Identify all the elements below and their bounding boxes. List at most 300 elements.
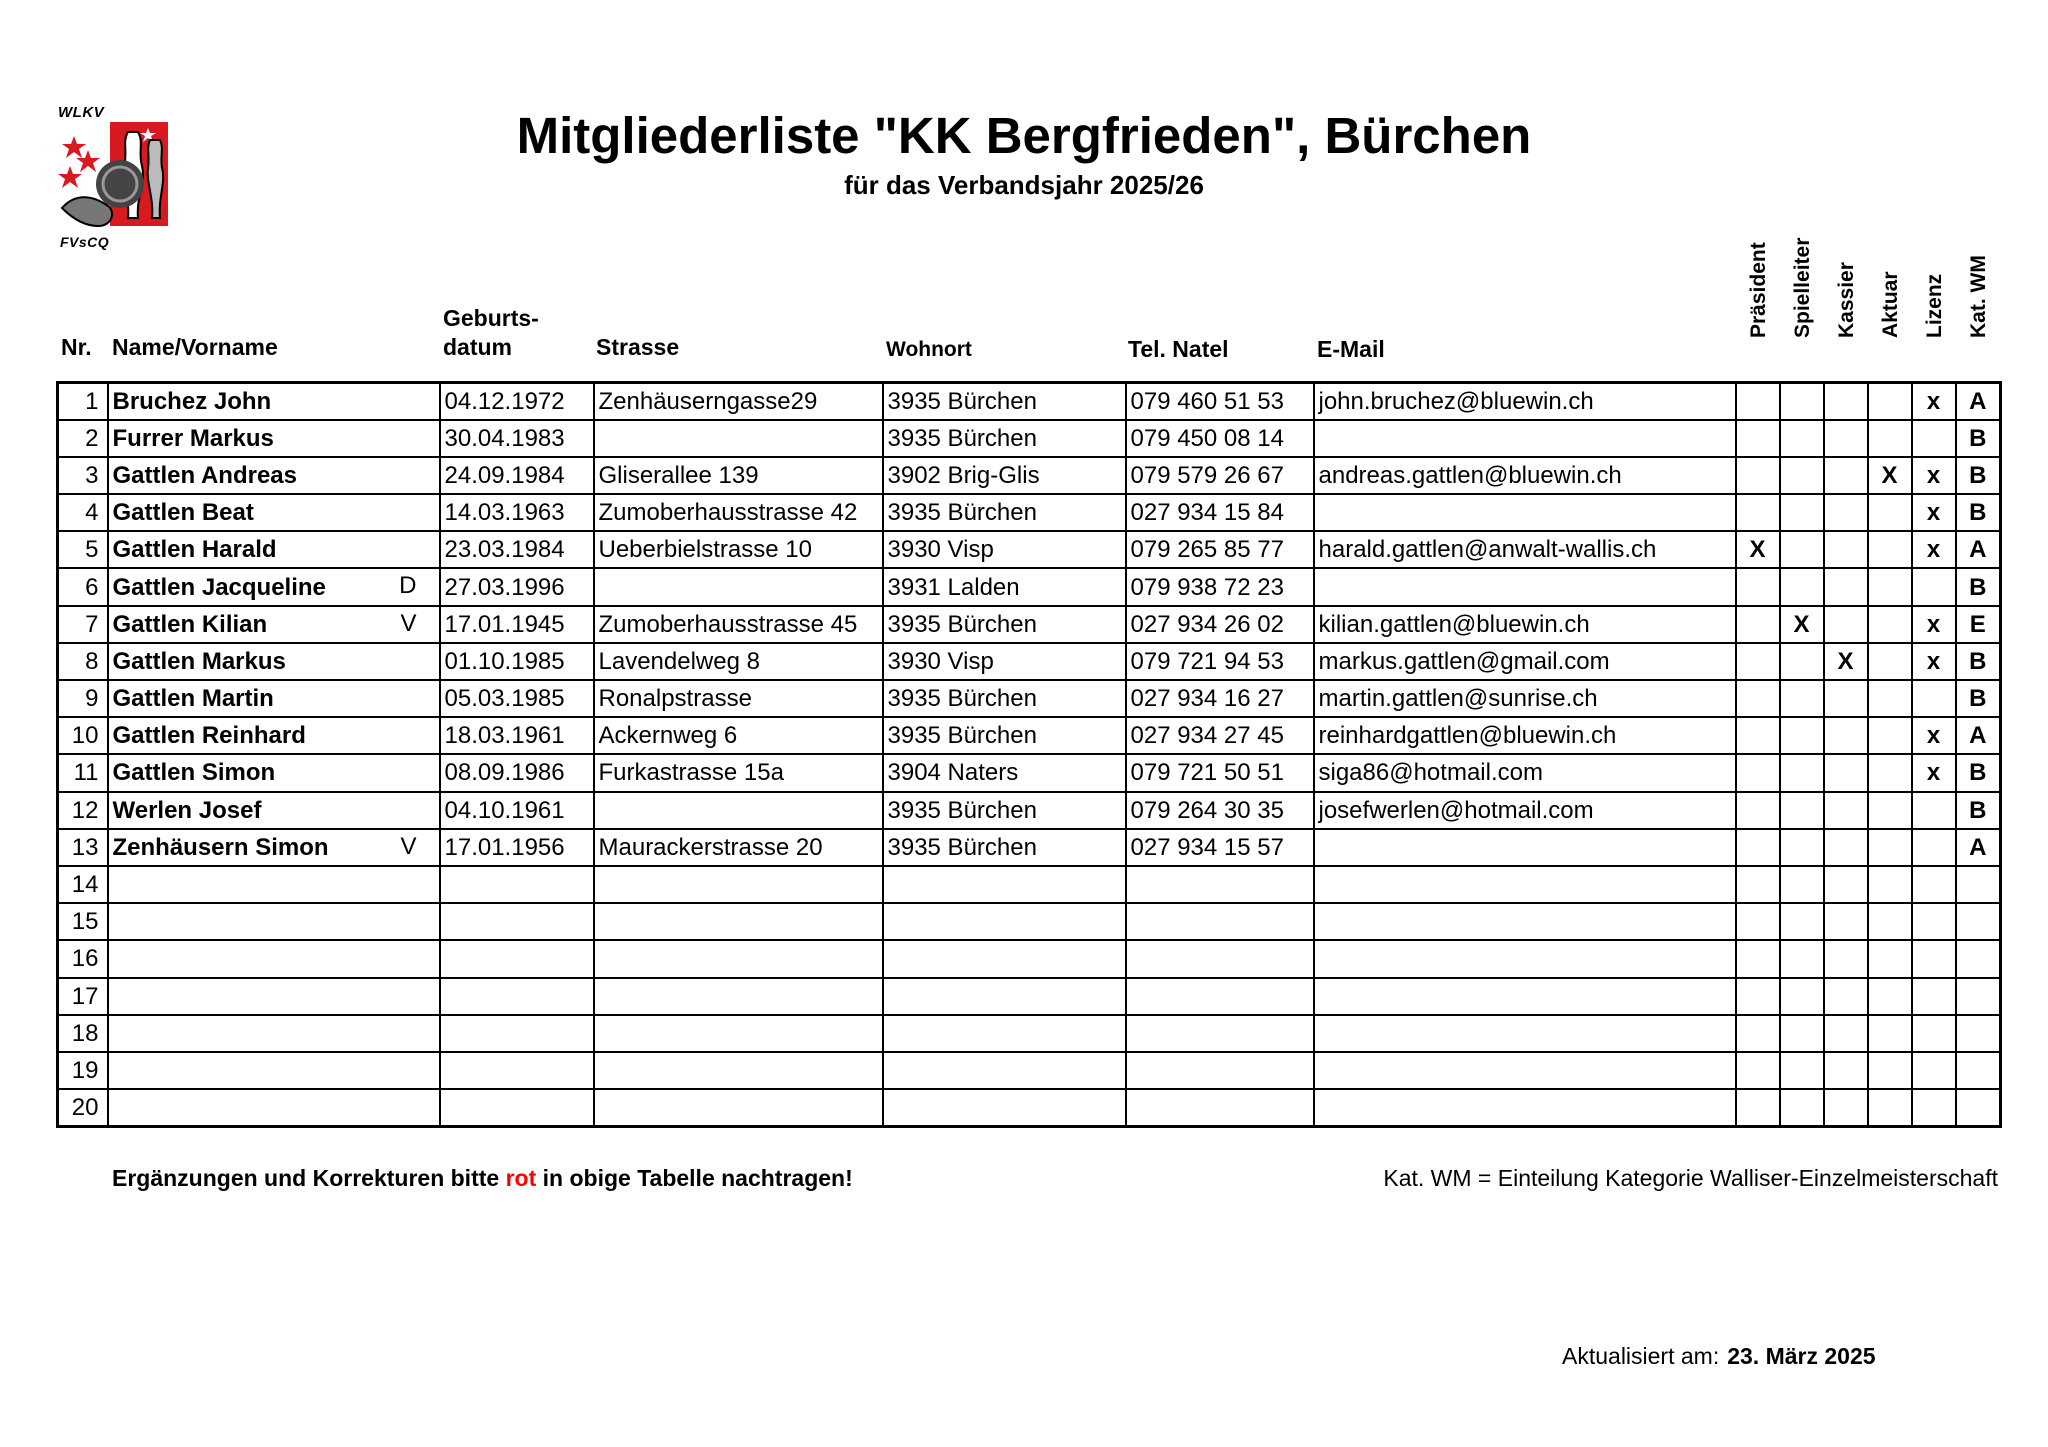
cell-nr: 3 xyxy=(58,457,108,494)
cell-name xyxy=(108,866,440,903)
cell-spielleiter xyxy=(1780,680,1824,717)
cell-lizenz xyxy=(1912,903,1956,940)
cell-kat: B xyxy=(1956,754,2001,791)
header-praesident: Präsident xyxy=(1747,242,1770,338)
cell-place xyxy=(883,903,1126,940)
cell-name xyxy=(108,1089,440,1126)
cell-place xyxy=(883,940,1126,977)
cell-kassier xyxy=(1824,866,1868,903)
cell-lizenz xyxy=(1912,1052,1956,1089)
cell-spielleiter xyxy=(1780,940,1824,977)
cell-place: 3902 Brig-Glis xyxy=(883,457,1126,494)
header-kat-wm: Kat. WM xyxy=(1967,255,1990,338)
cell-tel xyxy=(1126,978,1314,1015)
cell-nr: 12 xyxy=(58,792,108,829)
cell-street xyxy=(594,568,883,605)
cell-aktuar xyxy=(1868,420,1912,457)
cell-nr: 6 xyxy=(58,568,108,605)
table-row xyxy=(58,1089,2001,1126)
cell-aktuar xyxy=(1868,792,1912,829)
table-row xyxy=(58,792,2001,829)
cell-nr: 16 xyxy=(58,940,108,977)
cell-place: 3931 Lalden xyxy=(883,568,1126,605)
cell-spielleiter xyxy=(1780,494,1824,531)
cell-tel: 079 721 94 53 xyxy=(1126,643,1314,680)
cell-nr: 14 xyxy=(58,866,108,903)
cell-nr: 2 xyxy=(58,420,108,457)
cell-kat xyxy=(1956,903,2001,940)
cell-place: 3935 Bürchen xyxy=(883,829,1126,866)
table-row xyxy=(58,829,2001,866)
cell-kassier xyxy=(1824,383,1868,420)
cell-kat xyxy=(1956,1015,2001,1052)
table-row xyxy=(58,606,2001,643)
cell-lizenz: x xyxy=(1912,606,1956,643)
cell-lizenz: x xyxy=(1912,717,1956,754)
cell-email: kilian.gattlen@bluewin.ch xyxy=(1314,606,1736,643)
cell-name xyxy=(108,1015,440,1052)
cell-kassier xyxy=(1824,606,1868,643)
cell-praesident xyxy=(1736,717,1780,754)
cell-praesident xyxy=(1736,978,1780,1015)
cell-street: Ackernweg 6 xyxy=(594,717,883,754)
table-row xyxy=(58,903,2001,940)
cell-email xyxy=(1314,494,1736,531)
cell-email xyxy=(1314,829,1736,866)
cell-spielleiter xyxy=(1780,1052,1824,1089)
cell-email xyxy=(1314,866,1736,903)
cell-kassier: X xyxy=(1824,643,1868,680)
cell-aktuar xyxy=(1868,978,1912,1015)
cell-street xyxy=(594,1089,883,1126)
table-row xyxy=(58,531,2001,568)
cell-lizenz xyxy=(1912,420,1956,457)
cell-dob: 23.03.1984 xyxy=(440,531,594,568)
cell-email: siga86@hotmail.com xyxy=(1314,754,1736,791)
cell-aktuar xyxy=(1868,717,1912,754)
cell-aktuar xyxy=(1868,531,1912,568)
cell-dob: 17.01.1956 xyxy=(440,829,594,866)
cell-name: Zenhäusern Simon V xyxy=(108,829,440,866)
cell-place: 3935 Bürchen xyxy=(883,383,1126,420)
cell-name xyxy=(108,940,440,977)
cell-spielleiter xyxy=(1780,531,1824,568)
cell-kat xyxy=(1956,866,2001,903)
cell-kassier xyxy=(1824,829,1868,866)
cell-nr: 8 xyxy=(58,643,108,680)
cell-dob: 17.01.1945 xyxy=(440,606,594,643)
cell-street xyxy=(594,903,883,940)
cell-kat: B xyxy=(1956,643,2001,680)
cell-email: martin.gattlen@sunrise.ch xyxy=(1314,680,1736,717)
cell-kassier xyxy=(1824,420,1868,457)
logo-top-text: WLKV xyxy=(58,104,105,121)
cell-spielleiter xyxy=(1780,717,1824,754)
cell-name: Gattlen Simon xyxy=(108,754,440,791)
cell-email: john.bruchez@bluewin.ch xyxy=(1314,383,1736,420)
cell-praesident xyxy=(1736,1089,1780,1126)
cell-lizenz xyxy=(1912,568,1956,605)
cell-place: 3935 Bürchen xyxy=(883,680,1126,717)
cell-tel xyxy=(1126,1052,1314,1089)
page-title: Mitgliederliste "KK Bergfrieden", Bürchen xyxy=(516,107,1532,164)
cell-name: Werlen Josef xyxy=(108,792,440,829)
cell-nr: 19 xyxy=(58,1052,108,1089)
table-row xyxy=(58,383,2001,420)
cell-email xyxy=(1314,903,1736,940)
cell-tel xyxy=(1126,866,1314,903)
cell-praesident xyxy=(1736,866,1780,903)
cell-email xyxy=(1314,420,1736,457)
cell-spielleiter xyxy=(1780,643,1824,680)
cell-lizenz: x xyxy=(1912,383,1956,420)
cell-lizenz: x xyxy=(1912,531,1956,568)
cell-spielleiter xyxy=(1780,457,1824,494)
cell-praesident xyxy=(1736,568,1780,605)
cell-street xyxy=(594,1052,883,1089)
cell-dob: 05.03.1985 xyxy=(440,680,594,717)
cell-tel: 079 265 85 77 xyxy=(1126,531,1314,568)
cell-email: andreas.gattlen@bluewin.ch xyxy=(1314,457,1736,494)
cell-kassier xyxy=(1824,531,1868,568)
cell-praesident xyxy=(1736,792,1780,829)
cell-tel: 079 938 72 23 xyxy=(1126,568,1314,605)
cell-spielleiter xyxy=(1780,1089,1824,1126)
cell-dob xyxy=(440,1015,594,1052)
cell-dob xyxy=(440,940,594,977)
cell-praesident xyxy=(1736,383,1780,420)
cell-kat xyxy=(1956,978,2001,1015)
cell-street xyxy=(594,1015,883,1052)
cell-aktuar xyxy=(1868,643,1912,680)
cell-tel xyxy=(1126,1015,1314,1052)
cell-kassier xyxy=(1824,754,1868,791)
cell-praesident xyxy=(1736,420,1780,457)
cell-praesident xyxy=(1736,494,1780,531)
cell-name: Furrer Markus xyxy=(108,420,440,457)
cell-nr: 11 xyxy=(58,754,108,791)
cell-name: Gattlen Andreas xyxy=(108,457,440,494)
table-row xyxy=(58,978,2001,1015)
cell-kat xyxy=(1956,940,2001,977)
cell-email xyxy=(1314,1015,1736,1052)
cell-lizenz: x xyxy=(1912,494,1956,531)
header-geburt-1: Geburts- xyxy=(443,305,539,331)
cell-aktuar xyxy=(1868,680,1912,717)
cell-tel xyxy=(1126,1089,1314,1126)
table-row xyxy=(58,643,2001,680)
cell-dob xyxy=(440,1052,594,1089)
cell-place xyxy=(883,866,1126,903)
cell-praesident xyxy=(1736,1052,1780,1089)
cell-kat: B xyxy=(1956,792,2001,829)
cell-kassier xyxy=(1824,940,1868,977)
cell-name: Bruchez John xyxy=(108,383,440,420)
cell-kat: A xyxy=(1956,717,2001,754)
cell-tel: 027 934 26 02 xyxy=(1126,606,1314,643)
table-row xyxy=(58,717,2001,754)
header-email: E-Mail xyxy=(1317,336,1385,362)
cell-aktuar xyxy=(1868,940,1912,977)
cell-nr: 15 xyxy=(58,903,108,940)
member-mark: V xyxy=(400,609,417,637)
cell-street: Furkastrasse 15a xyxy=(594,754,883,791)
cell-place: 3935 Bürchen xyxy=(883,792,1126,829)
cell-dob: 18.03.1961 xyxy=(440,717,594,754)
member-mark: D xyxy=(399,572,417,600)
cell-name: Gattlen Markus xyxy=(108,643,440,680)
cell-aktuar xyxy=(1868,1089,1912,1126)
cell-name: Gattlen Jacqueline D xyxy=(108,568,440,605)
cell-praesident xyxy=(1736,1015,1780,1052)
cell-email xyxy=(1314,1052,1736,1089)
cell-kassier xyxy=(1824,717,1868,754)
table-row xyxy=(58,940,2001,977)
cell-aktuar xyxy=(1868,383,1912,420)
cell-place: 3935 Bürchen xyxy=(883,717,1126,754)
cell-kassier xyxy=(1824,494,1868,531)
cell-kat: B xyxy=(1956,457,2001,494)
table-row xyxy=(58,420,2001,457)
cell-kat: E xyxy=(1956,606,2001,643)
cell-nr: 1 xyxy=(58,383,108,420)
table-row xyxy=(58,866,2001,903)
cell-street: Zumoberhausstrasse 42 xyxy=(594,494,883,531)
cell-nr: 17 xyxy=(58,978,108,1015)
category-legend: Kat. WM = Einteilung Kategorie Walliser-Einzelmeisterschaft xyxy=(1383,1165,1998,1191)
cell-tel xyxy=(1126,940,1314,977)
cell-place: 3904 Naters xyxy=(883,754,1126,791)
header-spielleiter: Spielleiter xyxy=(1791,237,1814,338)
cell-street xyxy=(594,420,883,457)
cell-email xyxy=(1314,568,1736,605)
cell-kassier xyxy=(1824,680,1868,717)
cell-name xyxy=(108,978,440,1015)
cell-email: harald.gattlen@anwalt-wallis.ch xyxy=(1314,531,1736,568)
cell-email xyxy=(1314,940,1736,977)
cell-spielleiter xyxy=(1780,792,1824,829)
cell-kat xyxy=(1956,1089,2001,1126)
cell-spielleiter xyxy=(1780,420,1824,457)
table-row xyxy=(58,1052,2001,1089)
cell-kassier xyxy=(1824,1089,1868,1126)
cell-street xyxy=(594,866,883,903)
cell-name: Gattlen Martin xyxy=(108,680,440,717)
cell-lizenz: x xyxy=(1912,457,1956,494)
cell-aktuar xyxy=(1868,1015,1912,1052)
cell-street: Ueberbielstrasse 10 xyxy=(594,531,883,568)
cell-place: 3930 Visp xyxy=(883,531,1126,568)
table-row xyxy=(58,680,2001,717)
cell-nr: 13 xyxy=(58,829,108,866)
cell-dob xyxy=(440,1089,594,1126)
table-row xyxy=(58,1015,2001,1052)
page-subtitle: für das Verbandsjahr 2025/26 xyxy=(844,170,1204,200)
cell-dob xyxy=(440,978,594,1015)
table-row xyxy=(58,494,2001,531)
cell-lizenz: x xyxy=(1912,754,1956,791)
cell-spielleiter: X xyxy=(1780,606,1824,643)
header-tel: Tel. Natel xyxy=(1128,336,1229,362)
cell-lizenz xyxy=(1912,940,1956,977)
cell-dob xyxy=(440,866,594,903)
cell-place xyxy=(883,1089,1126,1126)
cell-aktuar xyxy=(1868,606,1912,643)
header-nr: Nr. xyxy=(61,334,92,360)
cell-name xyxy=(108,1052,440,1089)
cell-tel: 079 721 50 51 xyxy=(1126,754,1314,791)
cell-email: reinhardgattlen@bluewin.ch xyxy=(1314,717,1736,754)
cell-spielleiter xyxy=(1780,568,1824,605)
cell-tel: 079 450 08 14 xyxy=(1126,420,1314,457)
cell-aktuar xyxy=(1868,829,1912,866)
cell-nr: 7 xyxy=(58,606,108,643)
cell-lizenz xyxy=(1912,866,1956,903)
cell-dob: 01.10.1985 xyxy=(440,643,594,680)
cell-lizenz xyxy=(1912,1015,1956,1052)
header-strasse: Strasse xyxy=(596,334,680,360)
cell-nr: 20 xyxy=(58,1089,108,1126)
cell-street xyxy=(594,940,883,977)
cell-spielleiter xyxy=(1780,829,1824,866)
cell-praesident xyxy=(1736,606,1780,643)
header-name: Name/Vorname xyxy=(112,334,278,360)
table-row xyxy=(58,568,2001,605)
cell-dob: 08.09.1986 xyxy=(440,754,594,791)
cell-street xyxy=(594,792,883,829)
cell-street xyxy=(594,978,883,1015)
cell-place xyxy=(883,1015,1126,1052)
cell-tel: 027 934 16 27 xyxy=(1126,680,1314,717)
header-geburt-2: datum xyxy=(443,334,512,360)
updated-date: Aktualisiert am: 23. März 2025 xyxy=(1562,1343,1876,1369)
cell-street: Zumoberhausstrasse 45 xyxy=(594,606,883,643)
cell-kat: B xyxy=(1956,568,2001,605)
cell-praesident: X xyxy=(1736,531,1780,568)
cell-aktuar xyxy=(1868,494,1912,531)
cell-nr: 10 xyxy=(58,717,108,754)
cell-praesident xyxy=(1736,680,1780,717)
cell-nr: 5 xyxy=(58,531,108,568)
cell-nr: 4 xyxy=(58,494,108,531)
cell-nr: 9 xyxy=(58,680,108,717)
cell-aktuar: X xyxy=(1868,457,1912,494)
cell-dob: 14.03.1963 xyxy=(440,494,594,531)
cell-aktuar xyxy=(1868,866,1912,903)
header-wohnort: Wohnort xyxy=(886,338,972,361)
cell-street: Lavendelweg 8 xyxy=(594,643,883,680)
cell-spielleiter xyxy=(1780,1015,1824,1052)
table-row xyxy=(58,457,2001,494)
cell-aktuar xyxy=(1868,568,1912,605)
correction-note: Ergänzungen und Korrekturen bitte rot in obige Tabelle nachtragen! xyxy=(112,1165,853,1191)
cell-street: Zenhäuserngasse29 xyxy=(594,383,883,420)
cell-email: josefwerlen@hotmail.com xyxy=(1314,792,1736,829)
cell-dob: 04.10.1961 xyxy=(440,792,594,829)
cell-place: 3930 Visp xyxy=(883,643,1126,680)
cell-lizenz: x xyxy=(1912,643,1956,680)
cell-lizenz xyxy=(1912,1089,1956,1126)
cell-spielleiter xyxy=(1780,754,1824,791)
cell-kat xyxy=(1956,1052,2001,1089)
cell-tel: 079 264 30 35 xyxy=(1126,792,1314,829)
cell-name: Gattlen Reinhard xyxy=(108,717,440,754)
cell-tel: 027 934 15 84 xyxy=(1126,494,1314,531)
header-kassier: Kassier xyxy=(1835,262,1858,338)
header-lizenz: Lizenz xyxy=(1923,273,1946,338)
cell-tel xyxy=(1126,903,1314,940)
cell-kassier xyxy=(1824,1015,1868,1052)
cell-place xyxy=(883,978,1126,1015)
logo-bottom-text: FVsCQ xyxy=(60,234,110,250)
table-row xyxy=(58,754,2001,791)
cell-lizenz xyxy=(1912,680,1956,717)
cell-kassier xyxy=(1824,978,1868,1015)
cell-dob: 24.09.1984 xyxy=(440,457,594,494)
cell-kassier xyxy=(1824,1052,1868,1089)
cell-place xyxy=(883,1052,1126,1089)
cell-dob: 04.12.1972 xyxy=(440,383,594,420)
cell-aktuar xyxy=(1868,1052,1912,1089)
cell-kassier xyxy=(1824,792,1868,829)
cell-spielleiter xyxy=(1780,383,1824,420)
cell-street: Ronalpstrasse xyxy=(594,680,883,717)
cell-spielleiter xyxy=(1780,903,1824,940)
cell-praesident xyxy=(1736,903,1780,940)
cell-aktuar xyxy=(1868,754,1912,791)
cell-name: Gattlen Beat xyxy=(108,494,440,531)
header-aktuar: Aktuar xyxy=(1879,271,1902,338)
members-table xyxy=(56,381,2002,1128)
cell-kat: A xyxy=(1956,383,2001,420)
cell-lizenz xyxy=(1912,792,1956,829)
cell-name: Gattlen Kilian V xyxy=(108,606,440,643)
cell-tel: 027 934 27 45 xyxy=(1126,717,1314,754)
cell-dob xyxy=(440,903,594,940)
cell-kassier xyxy=(1824,568,1868,605)
cell-nr: 18 xyxy=(58,1015,108,1052)
cell-lizenz xyxy=(1912,978,1956,1015)
cell-spielleiter xyxy=(1780,978,1824,1015)
cell-dob: 30.04.1983 xyxy=(440,420,594,457)
cell-praesident xyxy=(1736,940,1780,977)
cell-tel: 079 579 26 67 xyxy=(1126,457,1314,494)
cell-kassier xyxy=(1824,903,1868,940)
cell-tel: 079 460 51 53 xyxy=(1126,383,1314,420)
cell-email xyxy=(1314,978,1736,1015)
cell-tel: 027 934 15 57 xyxy=(1126,829,1314,866)
cell-praesident xyxy=(1736,754,1780,791)
cell-kassier xyxy=(1824,457,1868,494)
cell-kat: A xyxy=(1956,531,2001,568)
cell-aktuar xyxy=(1868,903,1912,940)
cell-kat: B xyxy=(1956,494,2001,531)
cell-place: 3935 Bürchen xyxy=(883,494,1126,531)
cell-name xyxy=(108,903,440,940)
cell-kat: B xyxy=(1956,680,2001,717)
cell-dob: 27.03.1996 xyxy=(440,568,594,605)
cell-street: Gliserallee 139 xyxy=(594,457,883,494)
cell-place: 3935 Bürchen xyxy=(883,420,1126,457)
cell-praesident xyxy=(1736,829,1780,866)
cell-kat: A xyxy=(1956,829,2001,866)
cell-praesident xyxy=(1736,643,1780,680)
cell-place: 3935 Bürchen xyxy=(883,606,1126,643)
cell-spielleiter xyxy=(1780,866,1824,903)
red-word: rot xyxy=(505,1165,537,1191)
cell-lizenz xyxy=(1912,829,1956,866)
cell-email xyxy=(1314,1089,1736,1126)
